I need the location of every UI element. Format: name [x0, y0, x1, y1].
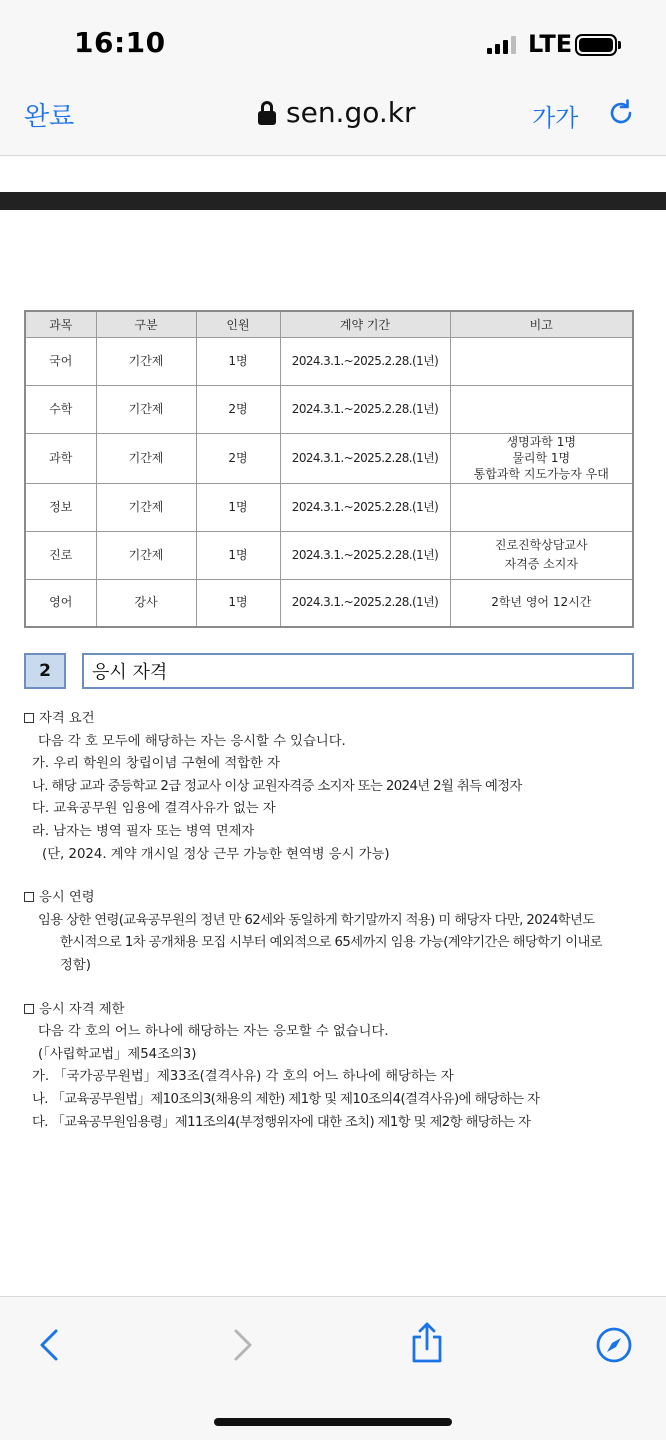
table-cell: 강사: [96, 579, 196, 627]
table-cell: 진로: [25, 531, 96, 579]
qualification-heading: 자격 요건: [24, 708, 634, 731]
table-header: 계약 기간: [280, 311, 450, 337]
table-cell: 2024.3.1.~2025.2.28.(1년): [280, 579, 450, 627]
table-cell: 국어: [25, 337, 96, 385]
table-header: 과목: [25, 311, 96, 337]
list-item: 나. 해당 교과 중등학교 2급 정교사 이상 교원자격증 소지자 또는 2024년 2월 취득 예정자: [32, 778, 522, 794]
table-row: [25, 337, 633, 385]
table-header: 비고: [450, 311, 633, 337]
list-item: 다. 「교육공무원임용령」제11조의4(부정행위자에 대한 조치) 제1항 및 제2항 해당하는 자: [32, 1114, 531, 1130]
table-cell: [450, 385, 633, 433]
forward-icon[interactable]: [224, 1327, 260, 1363]
table-cell: 기간제: [96, 531, 196, 579]
list-item: 가. 「국가공무원법」제33조(결격사유) 각 호의 어느 하나에 해당하는 자: [32, 1069, 454, 1085]
table-cell-note: [450, 433, 633, 483]
age-text: 한시적으로 1차 공개채용 모집 시부터 예외적으로 65세까지 임용 가능(계약기간은 해당학기 이내로: [60, 935, 602, 951]
age-text: 정함): [60, 957, 91, 973]
table-cell: 2명: [196, 433, 280, 483]
note-line: 통합과학 지도가능자 우대: [473, 467, 609, 482]
table-cell: [450, 483, 633, 531]
table-cell: 기간제: [96, 433, 196, 483]
note-line: 자격증 소지자: [504, 557, 578, 571]
qualification-content: [24, 708, 634, 1134]
table-cell: 1명: [196, 483, 280, 531]
qualification-note: (단, 2024. 계약 개시일 정상 근무 가능한 현역병 응시 가능): [42, 846, 390, 862]
restriction-heading: 응시 자격 제한: [24, 999, 634, 1022]
table-cell: 2024.3.1.~2025.2.28.(1년): [280, 337, 450, 385]
battery-icon: [575, 34, 621, 56]
table-cell: 2024.3.1.~2025.2.28.(1년): [280, 433, 450, 483]
lock-icon: [258, 101, 276, 125]
table-cell: 2명: [196, 385, 280, 433]
table-cell-note: [450, 531, 633, 579]
table-row: [25, 483, 633, 531]
list-item: 나. 「교육공무원법」제10조의3(채용의 제한) 제1항 및 제10조의4(결격사유)에 해당하는 자: [32, 1091, 540, 1107]
section-title: 응시 자격: [82, 653, 634, 689]
network-label: LTE: [528, 30, 573, 58]
page-header-bar: [0, 192, 666, 210]
table-cell: 과학: [25, 433, 96, 483]
table-cell: 2024.3.1.~2025.2.28.(1년): [280, 385, 450, 433]
reload-icon[interactable]: [606, 98, 636, 128]
section-number: 2: [24, 653, 66, 689]
table-row: [25, 385, 633, 433]
recruitment-table: [24, 310, 634, 628]
table-cell: 영어: [25, 579, 96, 627]
list-item: 라. 남자는 병역 필자 또는 병역 면제자: [32, 823, 255, 839]
qualification-intro: 다음 각 호 모두에 해당하는 자는 응시할 수 있습니다.: [38, 733, 346, 749]
text-size-button[interactable]: 가가: [532, 104, 579, 132]
url-text[interactable]: sen.go.kr: [286, 96, 416, 129]
home-indicator[interactable]: [214, 1418, 452, 1426]
note-line: 생명과학 1명: [506, 434, 576, 449]
note-line: 물리학 1명: [512, 450, 571, 465]
list-item: 다. 교육공무원 임용에 결격사유가 없는 자: [32, 801, 276, 817]
compass-icon[interactable]: [596, 1327, 632, 1363]
browser-top-bar: [0, 0, 666, 156]
table-cell: 기간제: [96, 483, 196, 531]
table-cell-note: 2학년 영어 12시간: [450, 579, 633, 627]
table-cell: 기간제: [96, 385, 196, 433]
table-header: 구분: [96, 311, 196, 337]
table-cell: 정보: [25, 483, 96, 531]
note-line: 진로진학상담교사: [494, 538, 588, 553]
table-cell: [450, 337, 633, 385]
age-heading: 응시 연령: [24, 887, 634, 910]
restriction-law: (「사립학교법」제54조의3): [38, 1046, 197, 1062]
checkbox-icon: [24, 892, 34, 902]
table-cell: 수학: [25, 385, 96, 433]
back-icon[interactable]: [32, 1327, 68, 1363]
table-row: [25, 433, 633, 483]
share-icon[interactable]: [409, 1321, 445, 1365]
restriction-intro: 다음 각 호의 어느 하나에 해당하는 자는 응모할 수 없습니다.: [38, 1024, 389, 1040]
address-bar[interactable]: [258, 96, 416, 129]
checkbox-icon: [24, 713, 34, 723]
table-cell: 1명: [196, 531, 280, 579]
table-row: [25, 579, 633, 627]
done-button[interactable]: 완료: [24, 102, 75, 132]
list-item: 가. 우리 학원의 창립이념 구현에 적합한 자: [32, 756, 280, 772]
signal-icon: [487, 36, 519, 54]
table-cell: 1명: [196, 579, 280, 627]
age-text: 임용 상한 연령(교육공무원의 정년 만 62세와 동일하게 학기말까지 적용) 미 해당자 다만, 2024학년도: [38, 912, 595, 928]
table-cell: 2024.3.1.~2025.2.28.(1년): [280, 483, 450, 531]
table-header: 인원: [196, 311, 280, 337]
status-time: 16:10: [74, 26, 166, 59]
table-cell: 1명: [196, 337, 280, 385]
table-row: [25, 531, 633, 579]
table-cell: 2024.3.1.~2025.2.28.(1년): [280, 531, 450, 579]
table-cell: 기간제: [96, 337, 196, 385]
table-header-row: [25, 311, 633, 337]
checkbox-icon: [24, 1004, 34, 1014]
